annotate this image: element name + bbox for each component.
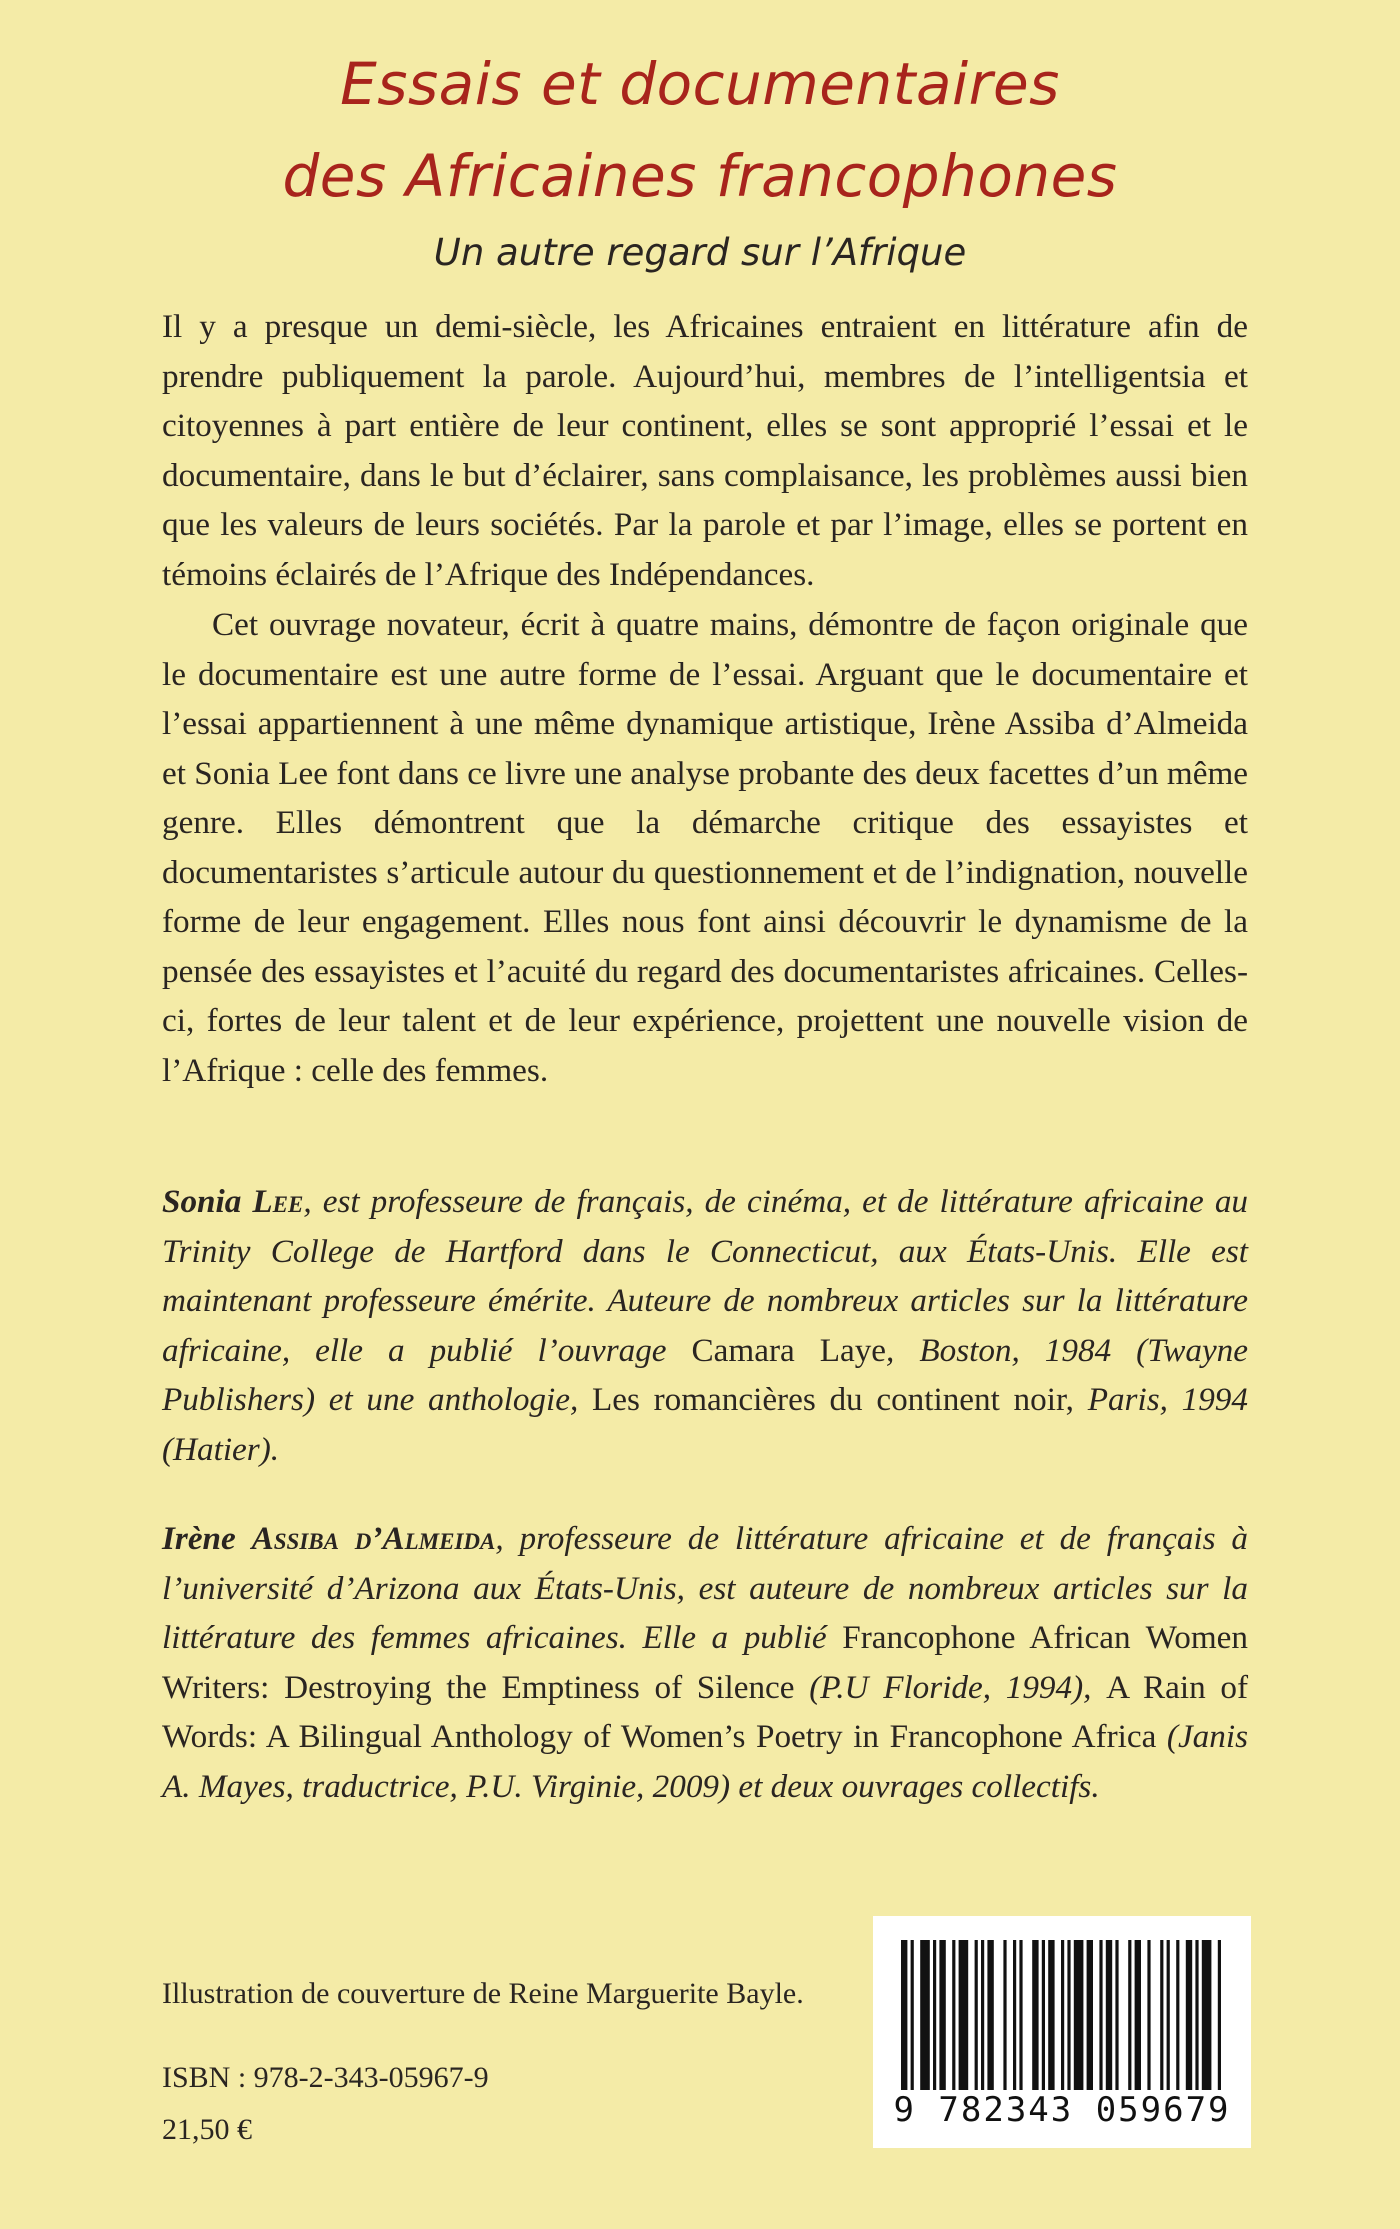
barcode-bar	[952, 1940, 955, 2090]
barcode-bar	[959, 1940, 969, 2090]
barcode-bar	[1186, 1940, 1192, 2090]
barcode-bar	[1195, 1940, 1198, 2090]
barcode-bar	[1099, 1940, 1102, 2090]
barcode-bars	[897, 1940, 1227, 2090]
barcode-bar	[981, 1940, 984, 2090]
book-subtitle: Un autre regard sur l’Afrique	[433, 231, 967, 274]
barcode-bar	[1128, 1940, 1131, 2090]
barcode-bar	[1032, 1940, 1038, 2090]
bio-text: , professeure de littérature africaine et de français à l’université d’Arizona aux États-Unis, est auteure de nombreux articles sur la littérature des femmes africaines. Elle a publié	[162, 1520, 1248, 1656]
author-first-name: Sonia	[162, 1183, 242, 1220]
barcode-bar	[920, 1940, 930, 2090]
work-title: A Rain of Words: A Bilingual Anthology of Women’s Poetry in Francophone Africa	[162, 1668, 1249, 1755]
bio-text: (Janis A. Mayes, traductrice, P.U. Virginie, 2009) et deux ouvrages collectifs.	[162, 1718, 1248, 1805]
barcode-bar	[939, 1940, 945, 2090]
author-bio-irene-assiba	[162, 1514, 1248, 1811]
title-line-2: des Africaines francophones	[282, 142, 1118, 210]
barcode	[873, 1916, 1251, 2148]
barcode-bar	[1176, 1940, 1179, 2090]
bio-text: , est professeure de français, de cinéma, et de littérature africaine au Trinity College de Hartford dans le Connecticut, aux États-Unis. Elle est maintenant professeure émérite. Auteure de nombreux articles sur la littérature africaine, elle a publié l’ouvrage	[162, 1183, 1249, 1369]
barcode-bar	[1135, 1940, 1141, 2090]
barcode-bar	[1218, 1940, 1221, 2090]
barcode-bar	[1115, 1940, 1118, 2090]
bio-text: , Boston, 1984 (Twayne Publishers) et une anthologie,	[162, 1331, 1248, 1418]
barcode-bar	[1067, 1940, 1070, 2090]
barcode-bar	[975, 1940, 978, 2090]
barcode-bar	[1160, 1940, 1163, 2090]
author-first-name: Irène	[162, 1520, 236, 1557]
barcode-bar	[1074, 1940, 1084, 2090]
barcode-bar	[933, 1940, 936, 2090]
isbn: ISBN : 978-2-343-05967-9	[162, 2061, 489, 2094]
barcode-bar	[987, 1940, 993, 2090]
barcode-bar	[1106, 1940, 1112, 2090]
barcode-bar	[1042, 1940, 1045, 2090]
title-line-1: Essais et documentaires	[340, 50, 1060, 118]
barcode-digits: 9 782343 059679	[893, 2090, 1231, 2130]
barcode-bar	[1013, 1940, 1016, 2090]
summary-paragraph-2-text: Cet ouvrage novateur, écrit à quatre mains, démontre de façon originale que le documentaire est une autre forme de l’essai. Arguant que le documentaire et l’essai appartiennent à une même dynamique artistique, Irène Assiba d’Almeida et Sonia Lee font dans ce livre une analyse probante des deux facettes d’un même genre. Elles démontrent que la démarche critique des essayistes et documentaristes s’articule autour du questionnement et de l’indignation, nouvelle forme de leur engagement. Elles nous font ainsi découvrir le dynamisme de la pensée des essayistes et l’acuité du regard des documentaristes africaines. Celles-ci, fortes de leur talent et de leur expérience, projettent une nouvelle vision de l’Afrique : celle des femmes.	[162, 606, 1248, 1089]
author-last-name: Assiba d’Almeida	[251, 1520, 496, 1557]
bio-text: Paris, 1994 (Hatier).	[162, 1381, 1248, 1468]
barcode-bar	[1147, 1940, 1150, 2090]
author-last-name: Lee	[252, 1183, 304, 1220]
barcode-bar	[1202, 1940, 1212, 2090]
price: 21,50 €	[162, 2113, 252, 2146]
work-title: Francophone African Women Writers: Destroying the Emptiness of Silence	[162, 1619, 1248, 1706]
barcode-bar	[911, 1940, 914, 2090]
barcode-bar	[1048, 1940, 1054, 2090]
work-title: Camara Laye	[691, 1331, 887, 1369]
barcode-bar	[1167, 1940, 1170, 2090]
barcode-bar	[1003, 1940, 1006, 2090]
author-bio-sonia-lee	[162, 1177, 1248, 1474]
barcode-bar	[1019, 1940, 1022, 2090]
summary-paragraph-2	[162, 600, 1248, 1095]
summary-paragraph-1: Il y a presque un demi-siècle, les Africaines entraient en littérature afin de prendre publiquement la parole. Aujourd’hui, membres de l’intelligentsia et citoyennes à part entière de leur continent, elles se sont approprié l’essai et le documentaire, dans le but d’éclairer, sans complaisance, les problèmes aussi bien que les valeurs de leurs sociétés. Par la parole et par l’image, elles se portent en témoins éclairés de l’Afrique des Indépendances.	[162, 308, 1248, 593]
work-title: Les romancières du continent noir,	[591, 1381, 1074, 1418]
illustration-credit: Illustration de couverture de Reine Marguerite Bayle.	[162, 1977, 804, 2010]
barcode-bar	[1087, 1940, 1093, 2090]
book-title	[0, 38, 1400, 222]
bio-text: (P.U Floride, 1994),	[794, 1668, 1107, 1706]
barcode-bar	[1061, 1940, 1064, 2090]
barcode-bar	[901, 1940, 907, 2090]
